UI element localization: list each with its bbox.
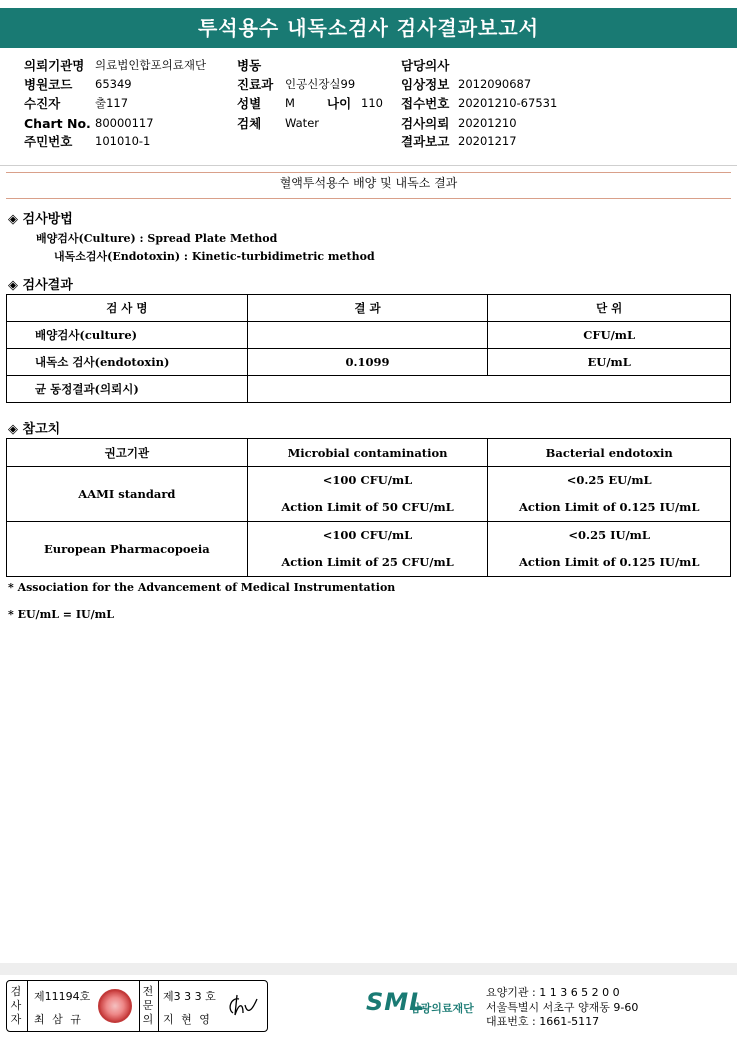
info-value: 인공신장실99 — [285, 77, 356, 91]
info-value: 출117 — [95, 96, 129, 110]
micro-limit: <100 CFU/mL — [322, 528, 413, 542]
divider — [27, 981, 28, 1031]
org-cell: European Pharmacopoeia — [7, 522, 248, 577]
micro-cell — [247, 467, 488, 522]
footer-band — [0, 963, 737, 975]
table-header-row — [7, 439, 731, 467]
info-label: 진료과 — [237, 77, 274, 92]
method-line-endotoxin: 내독소검사(Endotoxin) : Kinetic-turbidimetric method — [54, 250, 375, 263]
addr-line: 대표번호 : 1661-5117 — [486, 1015, 600, 1028]
results-heading: ◈ 검사결과 — [8, 278, 73, 293]
result-cell — [247, 376, 730, 403]
info-value: 20201210-67531 — [458, 96, 558, 110]
info-value: Water — [285, 116, 319, 130]
info-label: 의뢰기관명 — [24, 58, 85, 73]
info-value: 의료법인합포의료재단 — [95, 58, 207, 72]
micro-limit: <100 CFU/mL — [322, 473, 413, 487]
org-address — [486, 986, 638, 1030]
examiner-license: 제11194호 — [34, 990, 91, 1003]
results-table — [6, 294, 731, 403]
info-label: 수진자 — [24, 96, 61, 111]
org-cell: AAMI standard — [7, 467, 248, 522]
header-cell: 권고기관 — [7, 439, 248, 467]
test-name-cell: 배양검사(culture) — [7, 322, 248, 349]
header-cell: Microbial contamination — [247, 439, 488, 467]
info-label: 나이 — [327, 96, 352, 111]
table-header-row — [7, 295, 731, 322]
info-label: 접수번호 — [401, 96, 450, 111]
reference-heading: ◈ 참고치 — [8, 422, 61, 437]
info-label: 병원코드 — [24, 77, 73, 92]
endo-limit: <0.25 IU/mL — [568, 528, 650, 542]
info-label: 병동 — [237, 58, 262, 73]
divider — [6, 172, 731, 173]
info-label: 결과보고 — [401, 134, 450, 149]
info-label: 임상정보 — [401, 77, 450, 92]
table-row — [7, 522, 731, 577]
footnote-unit: * EU/mL = IU/mL — [8, 608, 114, 621]
seal-stamp-icon — [98, 989, 132, 1023]
org-name: 삼광의료재단 — [410, 1002, 474, 1015]
micro-action: Action Limit of 25 CFU/mL — [281, 555, 454, 569]
logo-mark: SML — [366, 988, 426, 1016]
endo-action: Action Limit of 0.125 IU/mL — [518, 500, 700, 514]
method-line-culture: 배양검사(Culture) : Spread Plate Method — [36, 232, 278, 245]
info-value: 80000117 — [95, 116, 154, 130]
table-row — [7, 322, 731, 349]
info-value: M — [285, 96, 295, 110]
endo-cell — [488, 522, 731, 577]
divider — [139, 981, 140, 1031]
divider — [158, 981, 159, 1031]
report-title: 투석용수 내독소검사 검사결과보고서 — [0, 8, 737, 48]
examiner-label — [9, 985, 23, 1027]
header-cell: 검 사 명 — [7, 295, 248, 322]
info-label: 성별 — [237, 96, 262, 111]
unit-cell: EU/mL — [488, 349, 731, 376]
table-row — [7, 349, 731, 376]
endo-limit: <0.25 EU/mL — [566, 473, 652, 487]
footnote-aami: * Association for the Advancement of Medical Instrumentation — [8, 581, 396, 594]
header-cell: Bacterial endotoxin — [488, 439, 731, 467]
header-cell: 단 위 — [488, 295, 731, 322]
method-heading: ◈ 검사방법 — [8, 212, 73, 227]
signature-box — [6, 980, 268, 1032]
addr-line: 요양기관 : 1 1 3 6 5 2 0 0 — [486, 986, 620, 999]
test-name-cell: 내독소 검사(endotoxin) — [7, 349, 248, 376]
info-value: 20201217 — [458, 134, 517, 148]
info-label: 주민번호 — [24, 134, 73, 149]
divider — [6, 198, 731, 199]
section-subtitle: 혈액투석용수 배양 및 내독소 결과 — [279, 176, 458, 190]
info-label: 검사의뢰 — [401, 116, 450, 131]
reviewer-label-text: 전 문 의 — [142, 985, 154, 1026]
info-label: 담당의사 — [401, 58, 450, 73]
info-label: 검체 — [237, 116, 262, 131]
signature-icon — [225, 991, 261, 1021]
info-value: 2012090687 — [458, 77, 532, 91]
result-cell — [247, 322, 488, 349]
unit-cell: CFU/mL — [488, 322, 731, 349]
divider — [0, 165, 737, 166]
micro-cell — [247, 522, 488, 577]
result-cell: 0.1099 — [247, 349, 488, 376]
info-value: 110 — [361, 96, 383, 110]
table-row — [7, 467, 731, 522]
table-row — [7, 376, 731, 403]
micro-action: Action Limit of 50 CFU/mL — [281, 500, 454, 514]
info-value: 20201210 — [458, 116, 517, 130]
examiner-label-text: 검 사 자 — [10, 985, 22, 1026]
header-cell: 결 과 — [247, 295, 488, 322]
info-label: Chart No. — [24, 116, 91, 131]
sml-logo — [366, 986, 476, 1026]
addr-line: 서울특별시 서초구 양재동 9-60 — [486, 1000, 639, 1014]
endo-action: Action Limit of 0.125 IU/mL — [518, 555, 700, 569]
reviewer-name: 지 현 영 — [163, 1013, 212, 1026]
reference-table — [6, 438, 731, 577]
test-name-cell: 균 동정결과(의뢰시) — [7, 376, 248, 403]
endo-cell — [488, 467, 731, 522]
info-value: 65349 — [95, 77, 132, 91]
reviewer-label — [141, 985, 155, 1027]
patient-info-block — [0, 52, 737, 164]
examiner-name: 최 삼 규 — [34, 1013, 83, 1026]
info-value: 101010-1 — [95, 134, 151, 148]
reviewer-license: 제3 3 3 호 — [163, 990, 216, 1003]
